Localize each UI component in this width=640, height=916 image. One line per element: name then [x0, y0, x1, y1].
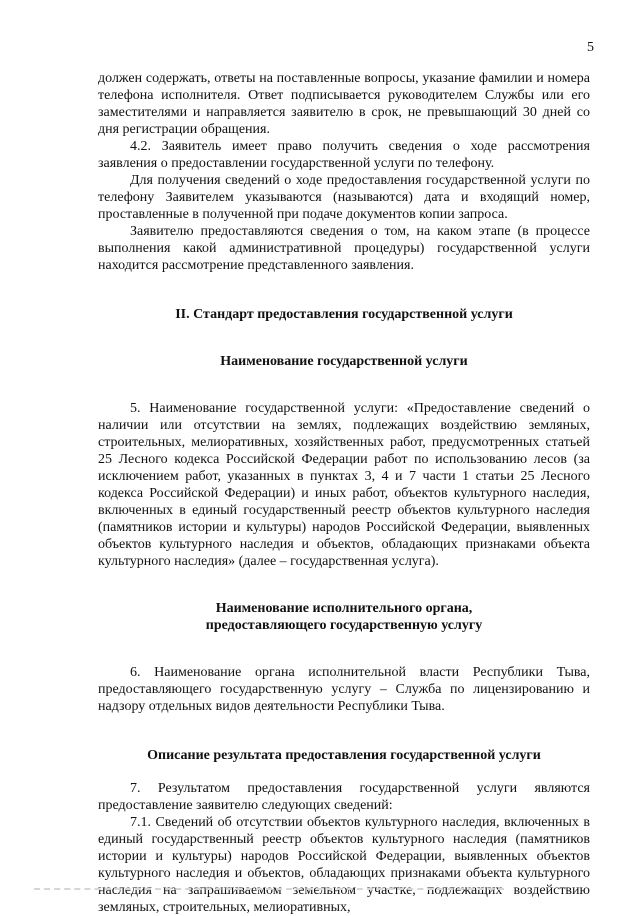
paragraph-phone-info: Для получения сведений о ходе предоставления государственной услуги по телефону Заявителем указываются (называются) дата и входящий номер, проставленные в полученной при подаче документов копии запроса.: [98, 173, 590, 222]
paragraph-4-2: 4.2. Заявитель имеет право получить сведения о ходе рассмотрения заявления о предоставлении государственной услуги по телефону.: [98, 139, 590, 171]
paragraph-6: 6. Наименование органа исполнительной власти Республики Тыва, предоставляющего государственную услугу – Служба по лицензированию и надзору отдельных видов деятельности Республики Тыва.: [98, 665, 590, 714]
scan-artifact-divider: [34, 888, 504, 890]
heading-service-name: Наименование государственной услуги: [220, 354, 468, 369]
paragraph-stage-info: Заявителю предоставляются сведения о том, на каком этапе (в процессе выполнения какой административной процедуры) государственной услуги находится рассмотрение представленного заявления.: [98, 224, 590, 273]
heading-executive-body-line1: Наименование исполнительного органа,: [215, 601, 473, 616]
page-number: 5: [587, 40, 594, 55]
document-body: [98, 70, 590, 916]
heading-executive-body-line2: предоставляющего государственную услугу: [205, 618, 483, 633]
section-heading-standard: II. Стандарт предоставления государственной услуги: [175, 307, 513, 322]
heading-result-description: Описание результата предоставления государственной услуги: [147, 748, 541, 763]
paragraph-5: 5. Наименование государственной услуги: «Предоставление сведений о наличии или отсутствии на землях, подлежащих воздействию земляных, строительных, мелиоративных, хозяйственных работ, предусмотренных статьей 25 Лесного кодекса Российской Федерации работ по использованию лесов (за исключением работ, указанных в пунктах 3, 4 и 7 части 1 статьи 25 Лесного кодекса Российской Федерации) и иных работ, объектов культурного наследия, включенных в единый государственный реестр объектов культурного наследия (памятников истории и культуры) народов Российской Федерации, выявленных объектов культурного наследия и объектов, обладающих признаками объекта культурного наследия» (далее – государственная услуга).: [98, 401, 590, 569]
paragraph-response-content: должен содержать, ответы на поставленные вопросы, указание фамилии и номера телефона исполнителя. Ответ подписывается руководителем Службы или его заместителями и направляется заявителю в срок, не превышающий 30 дней со дня регистрации обращения.: [98, 71, 590, 137]
paragraph-7-1: 7.1. Сведений об отсутствии объектов культурного наследия, включенных в единый государственный реестр объектов культурного наследия (памятников истории и культуры) народов Российской Федерации, выявленных объектов культурного наследия и объектов, обладающих признаками объекта культурного наследия на запрашиваемом земельном участке, подлежащих воздействию земляных, строительных, мелиоративных,: [98, 815, 590, 915]
paragraph-7: 7. Результатом предоставления государственной услуги являются предоставление заявителю следующих сведений:: [98, 781, 590, 813]
